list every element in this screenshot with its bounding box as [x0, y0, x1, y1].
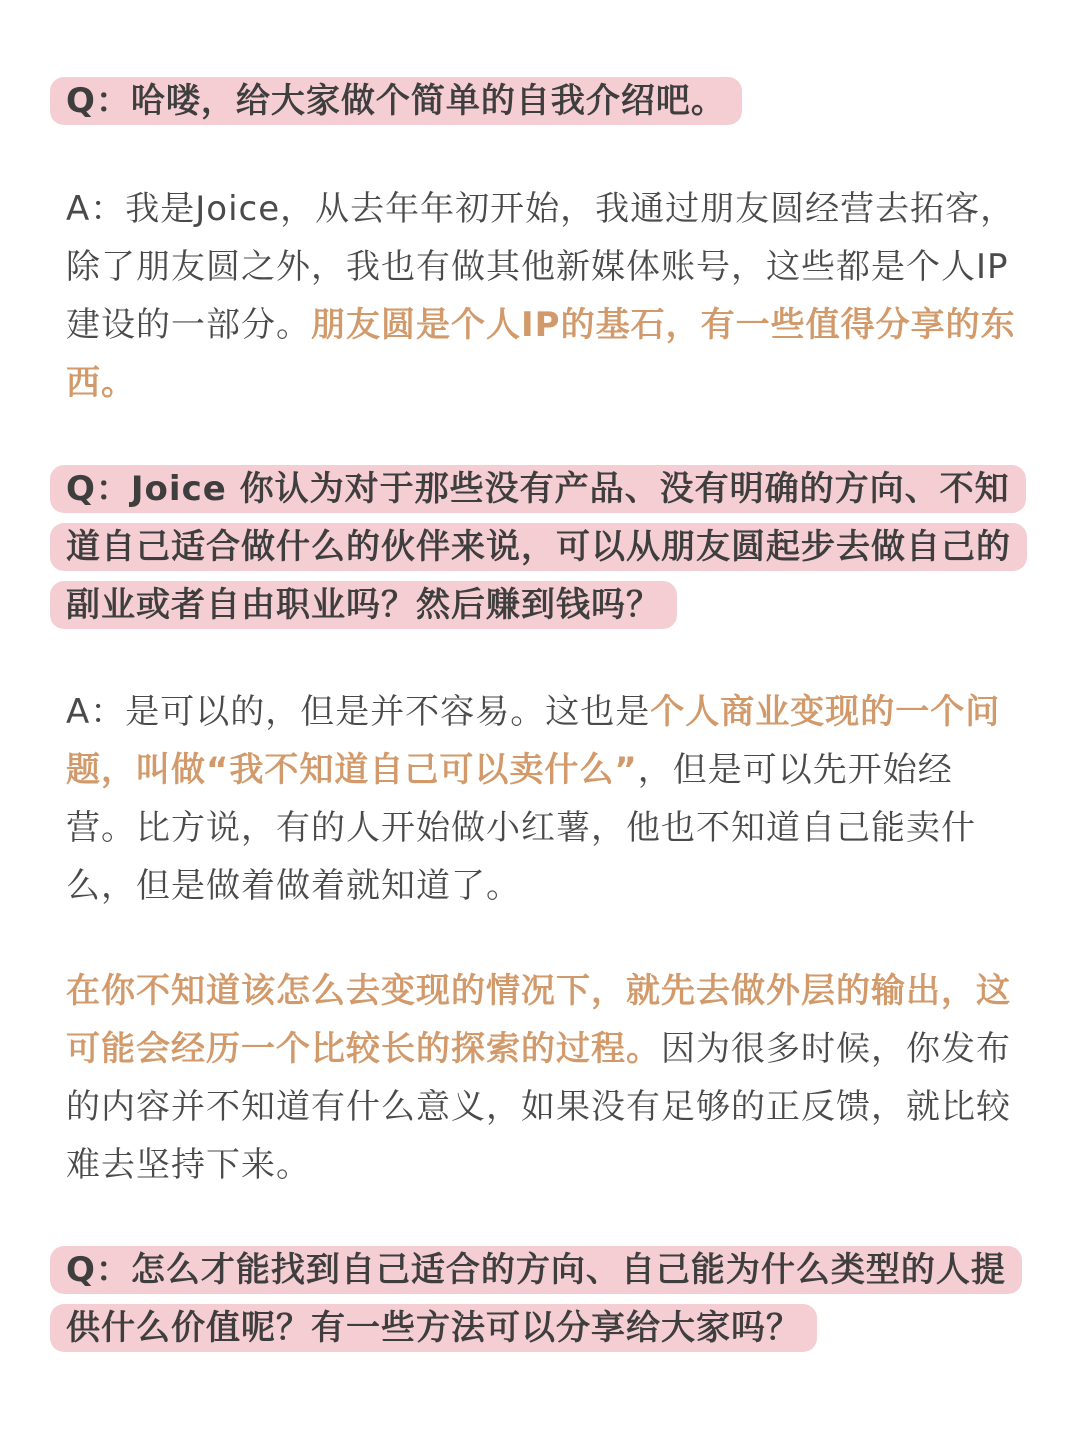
- answer-2-text-start: A：是可以的，但是并不容易。这也是: [66, 692, 651, 732]
- question-3-text: Q：怎么才能找到自己适合的方向、自己能为什么类型的人提供什么价值呢？有一些方法可以分享给大家吗？: [50, 1246, 1022, 1352]
- question-2: [66, 460, 1018, 634]
- answer-3: [66, 962, 1018, 1194]
- answer-1-highlight: 朋友圆是个人IP的基石，有一些值得分享的东西。: [66, 305, 1016, 403]
- answer-1: [66, 180, 1018, 412]
- question-1-text: Q：哈喽，给大家做个简单的自我介绍吧。: [50, 77, 742, 125]
- question-1: [66, 72, 1018, 130]
- answer-2-text-end: ，但是可以先开始经营。比方说，有的人开始做小红薯，他也不知道自己能卖什么，但是做着做着就知道了。: [66, 750, 976, 906]
- answer-3-highlight: 在你不知道该怎么去变现的情况下，就先去做外层的输出，这可能会经历一个比较长的探索的过程。: [66, 971, 1011, 1069]
- answer-2-highlight: 个人商业变现的一个问题，叫做“我不知道自己可以卖什么”: [66, 692, 1001, 790]
- answer-1-text: A：我是Joice，从去年年初开始，我通过朋友圆经营去拓客，除了朋友圆之外，我也有做其他新媒体账号，这些都是个人IP建设的一部分。: [66, 189, 1016, 345]
- answer-3-text: 因为很多时候，你发布的内容并不知道有什么意义，如果没有足够的正反馈，就比较难去坚持下来。: [66, 1029, 1011, 1185]
- question-2-text: Q：Joice 你认为对于那些没有产品、没有明确的方向、不知道自己适合做什么的伙伴来说，可以从朋友圆起步去做自己的副业或者自由职业吗？然后赚到钱吗？: [50, 465, 1027, 629]
- question-3: [66, 1241, 1018, 1357]
- answer-2: [66, 683, 1018, 915]
